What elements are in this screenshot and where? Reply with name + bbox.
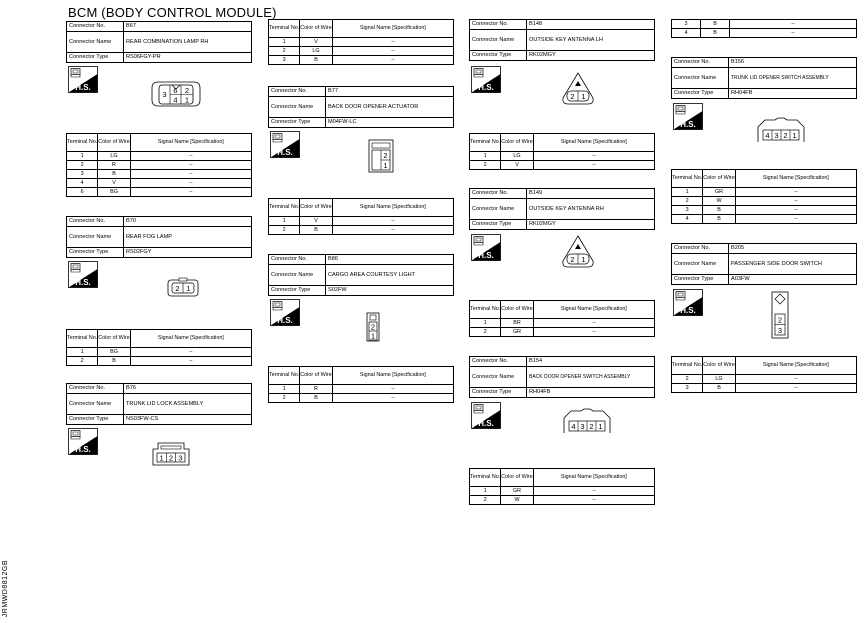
table-cell: – bbox=[130, 179, 251, 188]
connector-diagram-b154 bbox=[563, 408, 611, 434]
table-row bbox=[672, 29, 857, 38]
pin-label: 3 bbox=[580, 422, 585, 431]
table-cell: V bbox=[501, 161, 533, 170]
pin-label: 2 bbox=[175, 284, 180, 293]
hs-icon bbox=[68, 428, 98, 455]
table-row bbox=[67, 179, 252, 188]
label-connector-name: Connector Name bbox=[470, 30, 527, 51]
table-row bbox=[470, 161, 655, 170]
label-connector-no: Connector No. bbox=[67, 217, 124, 227]
label-terminal-no: Terminal No. bbox=[470, 469, 501, 487]
terminal-table-b154-continued bbox=[671, 19, 857, 38]
table-cell: GR bbox=[501, 487, 533, 496]
table-cell: – bbox=[730, 29, 857, 38]
connector-info-b148 bbox=[469, 19, 655, 61]
page-title: BCM (BODY CONTROL MODULE) bbox=[68, 5, 277, 20]
hs-icon bbox=[68, 261, 98, 288]
label-signal-name: Signal Name [Specification] bbox=[332, 199, 453, 217]
table-row bbox=[672, 188, 857, 197]
label-signal-name: Signal Name [Specification] bbox=[533, 134, 654, 152]
table-cell: 6 bbox=[67, 188, 98, 197]
terminal-table-b148 bbox=[469, 133, 655, 170]
label-signal-name: Signal Name [Specification] bbox=[533, 469, 654, 487]
table-cell: 2 bbox=[269, 226, 300, 235]
table-cell: 1 bbox=[269, 385, 300, 394]
label-connector-no: Connector No. bbox=[67, 384, 124, 394]
svg-text:H.S.: H.S. bbox=[478, 251, 494, 260]
connector-diagram-b205 bbox=[771, 291, 789, 339]
table-row bbox=[672, 20, 857, 29]
label-color-of-wire: Color of Wire bbox=[703, 170, 735, 188]
table-cell: 1 bbox=[269, 38, 300, 47]
label-signal-name: Signal Name [Specification] bbox=[533, 301, 654, 319]
label-signal-name: Signal Name [Specification] bbox=[130, 134, 251, 152]
table-cell: – bbox=[735, 197, 856, 206]
table-cell: – bbox=[332, 217, 453, 226]
table-row bbox=[470, 496, 655, 505]
connector-diagram-b77 bbox=[368, 139, 394, 173]
table-cell: B bbox=[98, 357, 130, 366]
table-cell: LG bbox=[703, 375, 735, 384]
table-cell: B bbox=[703, 206, 735, 215]
table-row bbox=[672, 384, 857, 393]
table-cell: 2 bbox=[269, 394, 300, 403]
pin-label: 2 bbox=[383, 151, 388, 160]
table-cell: 2 bbox=[672, 197, 703, 206]
table-cell: 2 bbox=[672, 375, 703, 384]
table-row bbox=[470, 319, 655, 328]
connector-info-b156 bbox=[671, 57, 857, 99]
table-row bbox=[67, 170, 252, 179]
connector-type: RH04FB bbox=[527, 388, 655, 398]
hs-icon bbox=[68, 66, 98, 93]
pin-label: 2 bbox=[777, 315, 783, 325]
connector-name: PASSENGER SIDE DOOR SWITCH bbox=[729, 254, 857, 275]
table-row bbox=[67, 188, 252, 197]
connector-diagram-b76 bbox=[152, 442, 190, 466]
pin-label: 4 bbox=[765, 131, 770, 140]
label-color-of-wire: Color of Wire bbox=[300, 367, 332, 385]
label-connector-no: Connector No. bbox=[67, 22, 124, 32]
table-cell: B bbox=[701, 29, 730, 38]
table-row bbox=[672, 206, 857, 215]
label-color-of-wire: Color of Wire bbox=[501, 469, 533, 487]
connector-no: B149 bbox=[527, 189, 655, 199]
connector-info-b154 bbox=[469, 356, 655, 398]
connector-name: CARGO AREA COURTESY LIGHT bbox=[326, 265, 454, 286]
pin-label: 3 bbox=[162, 90, 167, 99]
label-signal-name: Signal Name [Specification] bbox=[130, 330, 251, 348]
label-connector-type: Connector Type bbox=[269, 286, 326, 296]
pin-label: 2 bbox=[570, 92, 575, 101]
connector-name: REAR FOG LAMP bbox=[124, 227, 252, 248]
connector-no: B148 bbox=[527, 20, 655, 30]
label-color-of-wire: Color of Wire bbox=[501, 134, 533, 152]
table-row bbox=[67, 161, 252, 170]
table-cell: BG bbox=[98, 348, 130, 357]
pin-label: 1 bbox=[184, 95, 190, 105]
table-cell: – bbox=[130, 152, 251, 161]
pin-label: 4 bbox=[173, 95, 178, 105]
table-cell: LG bbox=[98, 152, 130, 161]
pin-label: 6 bbox=[173, 86, 178, 95]
table-row bbox=[470, 152, 655, 161]
connector-type: RK02MGY bbox=[527, 51, 655, 61]
table-cell: – bbox=[130, 188, 251, 197]
hs-icon bbox=[270, 131, 300, 158]
table-cell: V bbox=[98, 179, 130, 188]
hs-icon bbox=[471, 402, 501, 429]
table-cell: V bbox=[300, 38, 332, 47]
table-cell: LG bbox=[300, 47, 332, 56]
table-row bbox=[269, 47, 454, 56]
table-cell: 3 bbox=[672, 384, 703, 393]
label-connector-name: Connector Name bbox=[269, 265, 326, 286]
table-cell: 4 bbox=[672, 29, 701, 38]
connector-info-b70 bbox=[66, 216, 252, 258]
table-row bbox=[269, 56, 454, 65]
label-connector-type: Connector Type bbox=[67, 53, 124, 63]
connector-diagram-b86 bbox=[366, 312, 380, 342]
svg-text:H.S.: H.S. bbox=[75, 83, 91, 92]
label-connector-type: Connector Type bbox=[470, 388, 527, 398]
connector-name: BACK DOOR OPENER ACTUATOR bbox=[326, 97, 454, 118]
table-cell: 3 bbox=[67, 170, 98, 179]
label-signal-name: Signal Name [Specification] bbox=[735, 170, 856, 188]
label-terminal-no: Terminal No. bbox=[269, 367, 300, 385]
table-row bbox=[269, 38, 454, 47]
connector-type: M04FW-LC bbox=[326, 118, 454, 128]
table-cell: V bbox=[300, 217, 332, 226]
table-cell: LG bbox=[501, 152, 533, 161]
terminal-table-b70 bbox=[66, 329, 252, 366]
hs-icon bbox=[471, 234, 501, 261]
label-signal-name: Signal Name [Specification] bbox=[735, 357, 856, 375]
table-cell: – bbox=[735, 375, 856, 384]
label-color-of-wire: Color of Wire bbox=[98, 330, 130, 348]
table-cell: 2 bbox=[67, 357, 98, 366]
terminal-table-b86 bbox=[268, 366, 454, 403]
pin-label: 1 bbox=[792, 131, 797, 140]
label-connector-no: Connector No. bbox=[470, 189, 527, 199]
pin-label: 3 bbox=[774, 131, 779, 140]
table-cell: 2 bbox=[470, 328, 501, 337]
table-cell: – bbox=[130, 357, 251, 366]
label-terminal-no: Terminal No. bbox=[470, 301, 501, 319]
connector-no: B205 bbox=[729, 244, 857, 254]
table-cell: B bbox=[703, 215, 735, 224]
terminal-table-b149 bbox=[469, 300, 655, 337]
svg-text:H.S.: H.S. bbox=[277, 316, 293, 325]
label-terminal-no: Terminal No. bbox=[67, 134, 98, 152]
connector-no: B76 bbox=[124, 384, 252, 394]
table-cell: – bbox=[533, 152, 654, 161]
label-color-of-wire: Color of Wire bbox=[703, 357, 735, 375]
table-row bbox=[67, 348, 252, 357]
connector-name: OUTSIDE KEY ANTENNA RH bbox=[527, 199, 655, 220]
table-cell: – bbox=[130, 348, 251, 357]
table-cell: GR bbox=[703, 188, 735, 197]
label-signal-name: Signal Name [Specification] bbox=[332, 367, 453, 385]
label-terminal-no: Terminal No. bbox=[470, 134, 501, 152]
label-signal-name: Signal Name [Specification] bbox=[332, 20, 453, 38]
label-color-of-wire: Color of Wire bbox=[501, 301, 533, 319]
table-cell: – bbox=[735, 188, 856, 197]
pin-label: 3 bbox=[178, 453, 183, 463]
table-cell: R bbox=[98, 161, 130, 170]
pin-label: 1 bbox=[186, 284, 191, 293]
svg-text:H.S.: H.S. bbox=[680, 120, 696, 129]
table-cell: – bbox=[735, 215, 856, 224]
terminal-table-b154 bbox=[469, 468, 655, 505]
connector-no: B70 bbox=[124, 217, 252, 227]
connector-type: NS03FW-CS bbox=[124, 415, 252, 425]
pin-label: 3 bbox=[777, 326, 783, 335]
table-cell: 1 bbox=[672, 188, 703, 197]
svg-text:H.S.: H.S. bbox=[680, 306, 696, 315]
table-cell: – bbox=[130, 161, 251, 170]
table-cell: – bbox=[533, 161, 654, 170]
table-cell: 1 bbox=[470, 319, 501, 328]
terminal-table-b77 bbox=[268, 198, 454, 235]
connector-no: B86 bbox=[326, 255, 454, 265]
connector-name: TRUNK LID OPENER SWITCH ASSEMBLY bbox=[729, 68, 857, 89]
label-connector-name: Connector Name bbox=[67, 32, 124, 53]
connector-info-b205 bbox=[671, 243, 857, 285]
table-cell: 3 bbox=[672, 20, 701, 29]
table-cell: 3 bbox=[269, 56, 300, 65]
label-terminal-no: Terminal No. bbox=[269, 199, 300, 217]
table-row bbox=[672, 375, 857, 384]
table-cell: – bbox=[332, 38, 453, 47]
table-cell: – bbox=[533, 487, 654, 496]
label-terminal-no: Terminal No. bbox=[269, 20, 300, 38]
label-connector-name: Connector Name bbox=[269, 97, 326, 118]
terminal-table-b76 bbox=[268, 19, 454, 65]
pin-label: 2 bbox=[168, 453, 174, 463]
pin-label: 1 bbox=[383, 161, 388, 170]
table-cell: – bbox=[735, 206, 856, 215]
label-connector-name: Connector Name bbox=[67, 394, 124, 415]
hs-icon bbox=[270, 299, 300, 326]
label-connector-type: Connector Type bbox=[672, 89, 729, 99]
connector-diagram-b148 bbox=[561, 72, 595, 106]
table-cell: – bbox=[533, 496, 654, 505]
table-cell: 2 bbox=[67, 161, 98, 170]
label-connector-type: Connector Type bbox=[269, 118, 326, 128]
table-cell: – bbox=[332, 47, 453, 56]
table-cell: B bbox=[703, 384, 735, 393]
document-code: JRMWD8812GB bbox=[2, 560, 9, 618]
table-cell: – bbox=[730, 20, 857, 29]
label-connector-no: Connector No. bbox=[672, 58, 729, 68]
pin-label: 1 bbox=[581, 92, 586, 101]
table-row bbox=[470, 328, 655, 337]
hs-icon bbox=[673, 289, 703, 316]
table-row bbox=[269, 394, 454, 403]
label-connector-no: Connector No. bbox=[470, 357, 527, 367]
terminal-table-b67 bbox=[66, 133, 252, 197]
svg-text:H.S.: H.S. bbox=[75, 278, 91, 287]
table-cell: 4 bbox=[672, 215, 703, 224]
label-terminal-no: Terminal No. bbox=[672, 170, 703, 188]
connector-name: OUTSIDE KEY ANTENNA LH bbox=[527, 30, 655, 51]
connector-info-b67 bbox=[66, 21, 252, 63]
pin-label: 1 bbox=[598, 422, 603, 431]
pin-label: 1 bbox=[159, 453, 164, 463]
label-connector-type: Connector Type bbox=[672, 275, 729, 285]
hs-icon bbox=[673, 103, 703, 130]
table-cell: – bbox=[533, 328, 654, 337]
connector-name: BACK DOOR OPENER SWITCH ASSEMBLY bbox=[527, 367, 655, 388]
table-cell: BR bbox=[501, 319, 533, 328]
pin-label: 1 bbox=[370, 331, 376, 341]
table-cell: 4 bbox=[67, 179, 98, 188]
table-cell: W bbox=[501, 496, 533, 505]
table-cell: R bbox=[300, 385, 332, 394]
label-connector-type: Connector Type bbox=[67, 415, 124, 425]
svg-text:H.S.: H.S. bbox=[478, 83, 494, 92]
label-connector-type: Connector Type bbox=[470, 220, 527, 230]
pin-label: 2 bbox=[570, 255, 575, 264]
svg-text:H.S.: H.S. bbox=[75, 445, 91, 454]
connector-diagram-b70 bbox=[167, 277, 199, 297]
label-connector-name: Connector Name bbox=[470, 367, 527, 388]
table-cell: 2 bbox=[470, 496, 501, 505]
table-cell: 1 bbox=[470, 152, 501, 161]
pin-label: 2 bbox=[783, 131, 788, 140]
connector-diagram-b156 bbox=[757, 117, 805, 143]
connector-no: B77 bbox=[326, 87, 454, 97]
connector-type: S02FW bbox=[326, 286, 454, 296]
table-cell: – bbox=[735, 384, 856, 393]
label-connector-name: Connector Name bbox=[672, 68, 729, 89]
table-cell: B bbox=[300, 56, 332, 65]
label-color-of-wire: Color of Wire bbox=[300, 199, 332, 217]
table-row bbox=[470, 487, 655, 496]
table-cell: 1 bbox=[269, 217, 300, 226]
connector-name: TRUNK LID LOCK ASSEMBLY bbox=[124, 394, 252, 415]
connector-type: RH04FB bbox=[729, 89, 857, 99]
connector-info-b77 bbox=[268, 86, 454, 128]
table-row bbox=[269, 217, 454, 226]
terminal-table-b156 bbox=[671, 169, 857, 224]
connector-diagram-b149 bbox=[561, 235, 595, 269]
table-row bbox=[269, 385, 454, 394]
table-cell: – bbox=[533, 319, 654, 328]
table-cell: 1 bbox=[470, 487, 501, 496]
table-row bbox=[67, 357, 252, 366]
table-cell: W bbox=[703, 197, 735, 206]
pin-label: 2 bbox=[184, 86, 190, 95]
table-cell: B bbox=[300, 394, 332, 403]
pin-label: 2 bbox=[370, 322, 376, 332]
table-cell: B bbox=[300, 226, 332, 235]
label-connector-name: Connector Name bbox=[470, 199, 527, 220]
label-connector-type: Connector Type bbox=[67, 248, 124, 258]
connector-type: RS02FGY bbox=[124, 248, 252, 258]
connector-diagram-b67 bbox=[150, 80, 202, 108]
connector-info-b76 bbox=[66, 383, 252, 425]
connector-info-b86 bbox=[268, 254, 454, 296]
table-cell: GR bbox=[501, 328, 533, 337]
table-cell: – bbox=[332, 385, 453, 394]
label-terminal-no: Terminal No. bbox=[67, 330, 98, 348]
connector-no: B67 bbox=[124, 22, 252, 32]
table-cell: 3 bbox=[672, 206, 703, 215]
label-terminal-no: Terminal No. bbox=[672, 357, 703, 375]
connector-no: B154 bbox=[527, 357, 655, 367]
table-cell: 1 bbox=[67, 152, 98, 161]
pin-label: 1 bbox=[581, 255, 586, 264]
table-cell: – bbox=[332, 56, 453, 65]
connector-name: REAR COMBINATION LAMP RH bbox=[124, 32, 252, 53]
label-connector-name: Connector Name bbox=[672, 254, 729, 275]
table-row bbox=[67, 152, 252, 161]
svg-text:H.S.: H.S. bbox=[277, 148, 293, 157]
connector-info-b149 bbox=[469, 188, 655, 230]
table-cell: BG bbox=[98, 188, 130, 197]
connector-type: RK02MGY bbox=[527, 220, 655, 230]
connector-type: A03FW bbox=[729, 275, 857, 285]
connector-no: B156 bbox=[729, 58, 857, 68]
table-cell: – bbox=[130, 170, 251, 179]
table-cell: 1 bbox=[67, 348, 98, 357]
table-cell: – bbox=[332, 394, 453, 403]
hs-icon bbox=[471, 66, 501, 93]
table-row bbox=[269, 226, 454, 235]
table-cell: B bbox=[701, 20, 730, 29]
label-connector-no: Connector No. bbox=[269, 87, 326, 97]
table-cell: – bbox=[332, 226, 453, 235]
table-cell: B bbox=[98, 170, 130, 179]
table-row bbox=[672, 215, 857, 224]
label-color-of-wire: Color of Wire bbox=[98, 134, 130, 152]
label-connector-no: Connector No. bbox=[672, 244, 729, 254]
terminal-table-b205 bbox=[671, 356, 857, 393]
table-cell: 2 bbox=[269, 47, 300, 56]
pin-label: 2 bbox=[589, 422, 594, 431]
label-connector-no: Connector No. bbox=[269, 255, 326, 265]
pin-label: 4 bbox=[571, 422, 576, 431]
label-connector-name: Connector Name bbox=[67, 227, 124, 248]
connector-type: RS06FGY-PR bbox=[124, 53, 252, 63]
label-color-of-wire: Color of Wire bbox=[300, 20, 332, 38]
label-connector-type: Connector Type bbox=[470, 51, 527, 61]
table-cell: 2 bbox=[470, 161, 501, 170]
label-connector-no: Connector No. bbox=[470, 20, 527, 30]
svg-text:H.S.: H.S. bbox=[478, 419, 494, 428]
table-row bbox=[672, 197, 857, 206]
